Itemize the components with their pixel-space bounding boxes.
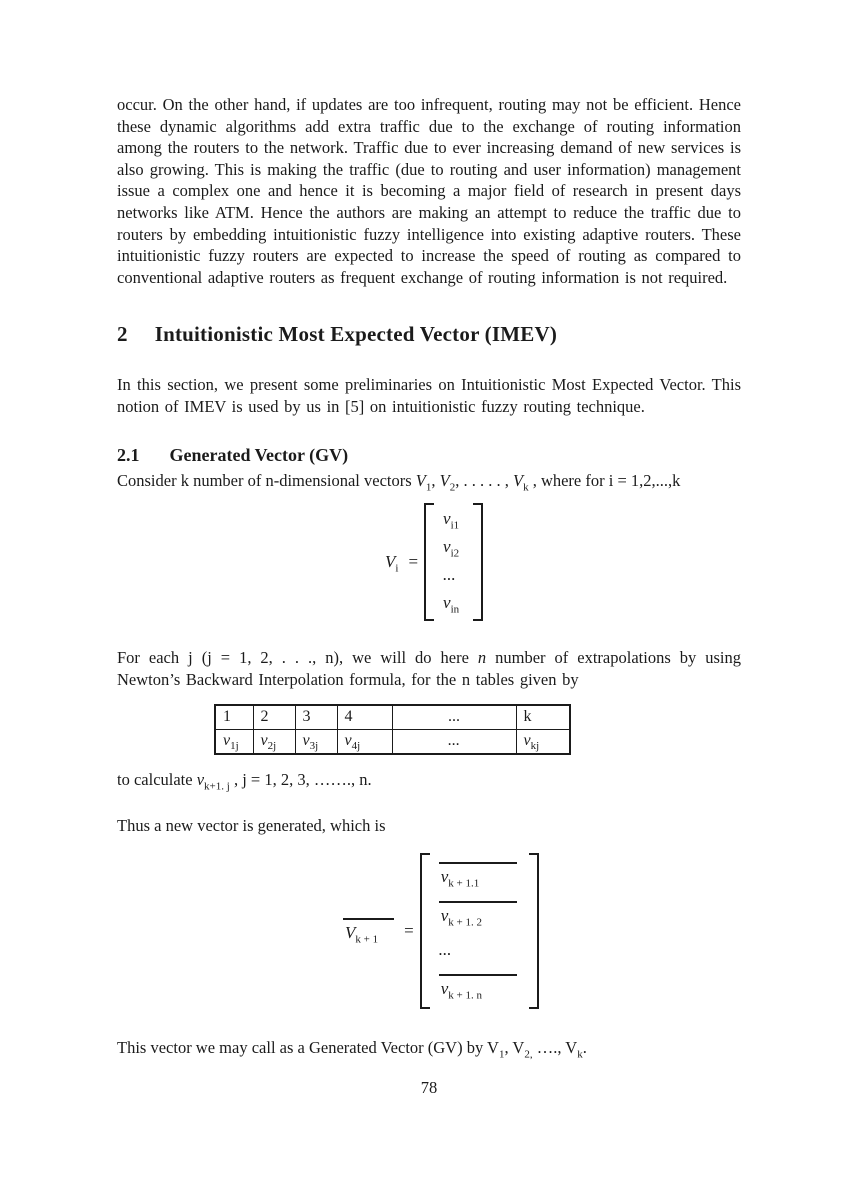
subsection-title: Generated Vector (GV)	[169, 444, 349, 465]
vector-entries	[434, 503, 473, 621]
math-v2: V	[439, 470, 450, 490]
consider-rest: , where for i = 1,2,...,k	[528, 470, 681, 490]
final-text: This vector we may call as a Generated Vector (GV) by V	[117, 1037, 499, 1057]
value-cell: $v_{1j}$	[215, 729, 253, 754]
value-cell: $v_{kj}$	[516, 729, 570, 754]
formula-vi-lhs-base: V	[385, 552, 396, 572]
thus-line: Thus a new vector is generated, which is	[117, 816, 386, 836]
math-v2-sub: 2	[449, 481, 456, 493]
value-cell: $v_{4j}$	[337, 729, 392, 754]
formula-vk1-lhs	[343, 918, 394, 946]
calculate-line	[117, 769, 741, 791]
formula-vk1-lhs-sub: k + 1	[355, 933, 379, 946]
header-cell: 1	[215, 705, 253, 730]
vector-entry-dots: ...	[438, 939, 452, 959]
math-v1: V	[415, 470, 426, 490]
formula-vk1-lhs-base: V	[345, 923, 356, 943]
consider-sep: ,	[431, 470, 440, 490]
vector-entry-overlined: $v_{k + 1. n}$	[439, 974, 517, 999]
calc-text: to calculate	[117, 769, 197, 789]
final-sep1: , V	[504, 1037, 525, 1057]
formula-vi	[385, 503, 741, 621]
vector-entry: $v_{in}$	[443, 593, 460, 616]
generated-column-vector	[420, 853, 539, 1009]
left-bracket	[420, 853, 430, 1009]
math-vkj: v	[196, 769, 205, 789]
vector-entry-overlined: $v_{k + 1.1}$	[439, 862, 517, 887]
final-period: .	[582, 1037, 587, 1057]
page-number: 78	[420, 1078, 438, 1098]
extrapolation-table	[214, 704, 571, 755]
value-cell: $v_{2j}$	[253, 729, 295, 754]
column-vector	[424, 503, 483, 621]
header-cell-dots: ...	[392, 705, 516, 730]
consider-text: Consider k number of n-dimensional vectors	[117, 470, 416, 490]
right-bracket	[473, 503, 483, 621]
math-vk: V	[512, 470, 524, 490]
section-heading	[117, 322, 741, 347]
right-bracket	[529, 853, 539, 1009]
final-vk-sub: k	[577, 1048, 583, 1061]
value-cell: $v_{3j}$	[295, 729, 337, 754]
final-v2-sub: 2,	[524, 1048, 533, 1061]
vector-entry: $v_{i2}$	[443, 537, 460, 560]
math-vkj-sub: k+1. j	[204, 779, 230, 792]
formula-vk1	[343, 853, 741, 1009]
formula-vi-lhs-sub: i	[395, 562, 399, 575]
left-bracket	[424, 503, 434, 621]
subsection-number: 2.1	[117, 444, 140, 465]
subsection-heading	[117, 445, 741, 466]
math-n: n	[477, 648, 487, 668]
for-each-rest: number of extrapolations by using Newton’s Backward Interpolation formula, for the n tables given by	[117, 648, 741, 689]
for-each-text: For each j (j = 1, 2, . . ., n), we will do here	[117, 648, 478, 668]
section-title: Intuitionistic Most Expected Vector (IMEV)	[154, 322, 558, 347]
formula-vi-lhs	[385, 552, 399, 575]
header-cell: 2	[253, 705, 295, 730]
header-cell: 3	[295, 705, 337, 730]
section-number: 2	[117, 322, 128, 347]
consider-line	[117, 470, 741, 492]
final-line	[117, 1037, 741, 1059]
for-each-paragraph	[117, 647, 741, 690]
final-v1-sub: 1	[498, 1048, 505, 1061]
header-cell: k	[516, 705, 570, 730]
intro-paragraph: occur. On the other hand, if updates are too infrequent, routing may not be efficient. Hence these dynamic algorithms add extra traffic due to the exchange of routing information among the routers to the network. Traffic due to ever increasing demand of new services is also growing. This is making the traffic (due to routing and user information) management issue a complex one and hence it is becoming a major field of research in present days networks like ATM. Hence the authors are making an attempt to reduce the traffic due to routers by embedding intuitionistic fuzzy intelligence into existing adaptive routers. These intuitionistic fuzzy routers are expected to increase the speed of routing as compared to conventional adaptive routers as frequent exchange of routing information is not required.	[117, 95, 741, 287]
math-v1-sub: 1	[425, 481, 432, 493]
page-content	[117, 94, 741, 1098]
section-intro-paragraph: In this section, we present some preliminaries on Intuitionistic Most Expected Vector. This notion of IMEV is used by us in [5] on intuitionistic fuzzy routing technique.	[117, 375, 741, 417]
consider-dots: , . . . . . ,	[455, 470, 513, 490]
vector-entry-overlined: $v_{k + 1. 2}$	[439, 901, 517, 926]
calc-rest: , j = 1, 2, 3, ……., n.	[229, 769, 372, 789]
vector-entry-dots: ...	[443, 565, 456, 585]
table-header-row	[215, 705, 570, 730]
equals-sign: =	[408, 552, 419, 572]
math-vk-sub: k	[523, 481, 529, 493]
generated-vector-entries	[430, 853, 529, 1009]
vector-entry: $v_{i1}$	[443, 509, 460, 532]
equals-sign: =	[404, 920, 414, 940]
table-value-row	[215, 729, 570, 754]
final-dots: …., V	[532, 1037, 578, 1057]
value-cell-dots: ...	[392, 729, 516, 754]
header-cell: 4	[337, 705, 392, 730]
